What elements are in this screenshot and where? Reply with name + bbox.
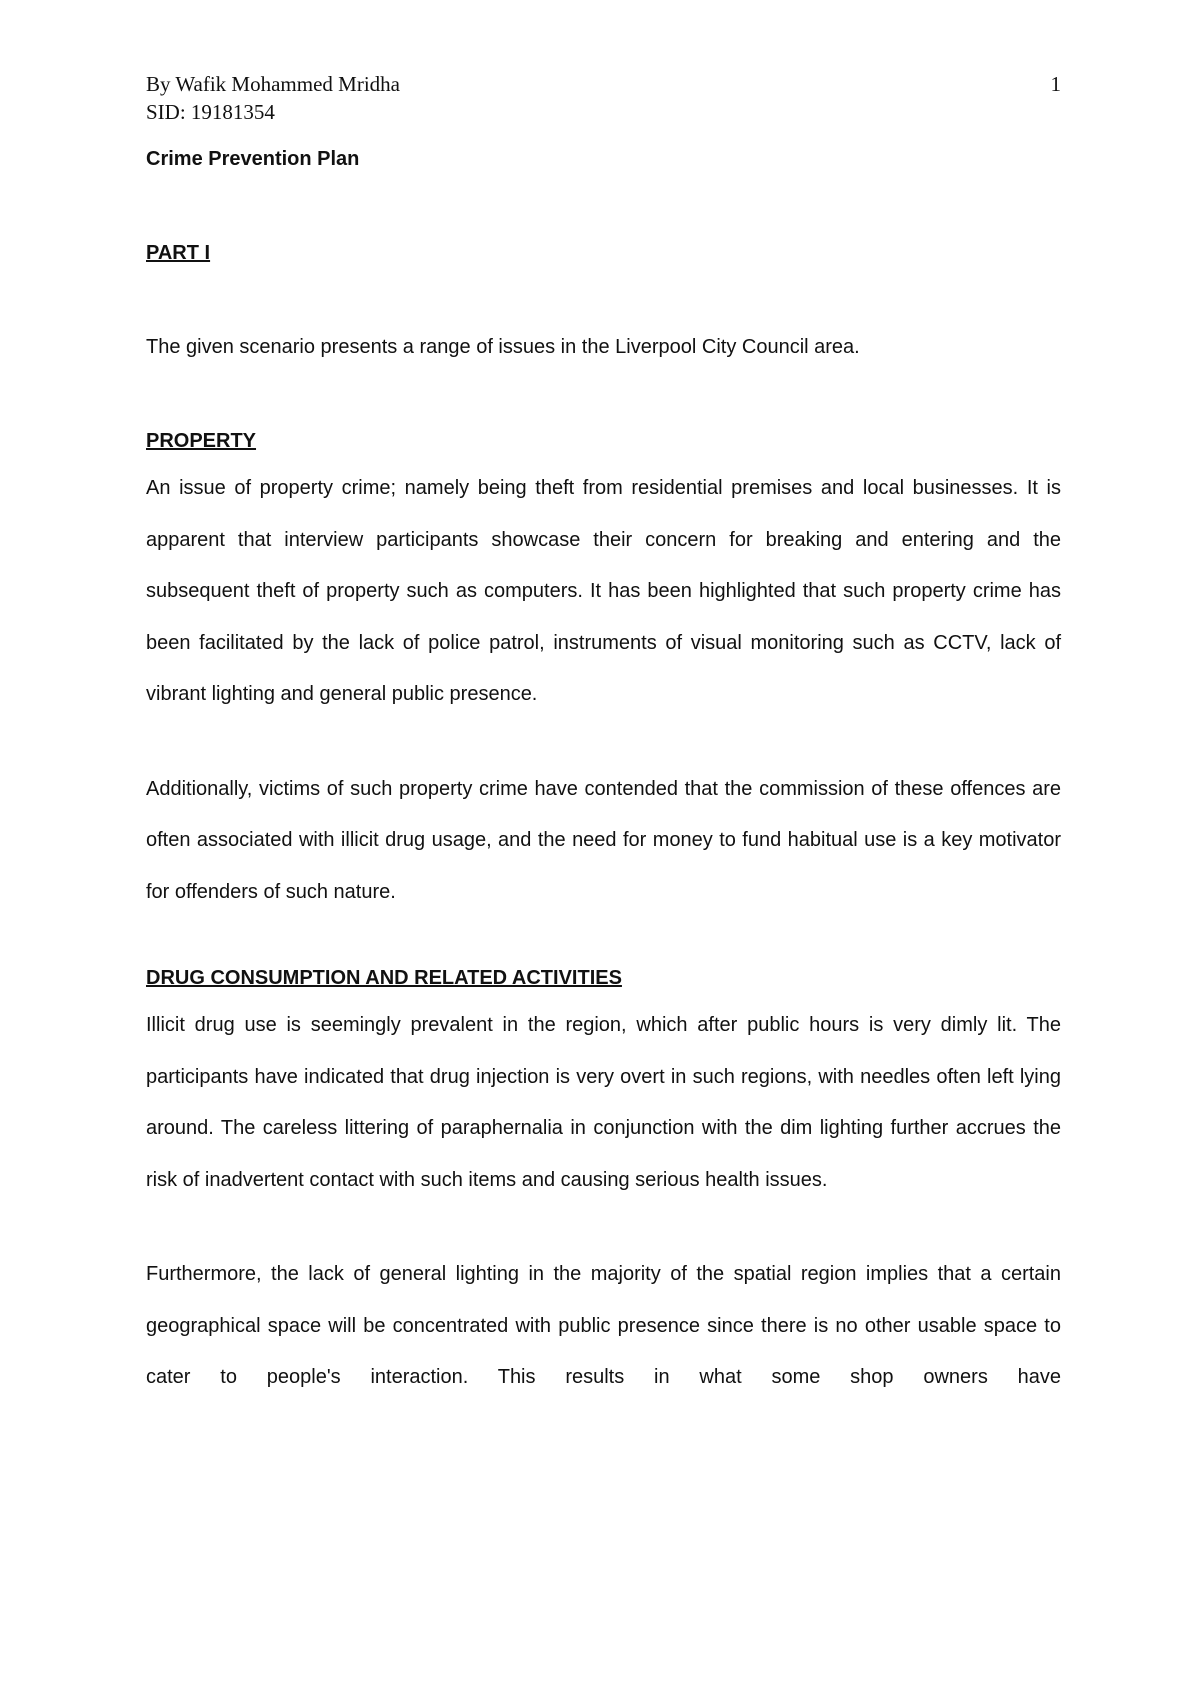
paragraph: Illicit drug use is seemingly prevalent in the region, which after public hours is very dimly lit. The participants have indicated that drug injection is very overt in such regions, with needles often left lying around. The careless littering of paraphernalia in conjunction with the dim lighting further accrues the risk of inadvertent contact with such items and causing serious health issues. [146,1014,1061,1191]
paragraph: Additionally, victims of such property crime have contended that the commission of these offences are often associated with illicit drug usage, and the need for money to fund habitual use is a key motivator for offenders of such nature. [146,777,1061,903]
part-heading: PART I [146,242,211,264]
paragraph: Furthermore, the lack of general lighting in the majority of the spatial region implies that a certain geographical space will be concentrated with public presence since there is no other usable space to cater to people's interaction. This results in what some shop owners have [146,1263,1061,1388]
paragraph: An issue of property crime; namely being theft from residential premises and local businesses. It is apparent that interview participants showcase their concern for breaking and entering and the subsequent theft of property such as computers. It has been highlighted that such property crime has been facilitated by the lack of police patrol, instruments of visual monitoring such as CCTV, lack of vibrant lighting and general public presence. [146,477,1061,705]
document-title: Crime Prevention Plan [146,148,360,170]
section-heading-drug-consumption: DRUG CONSUMPTION AND RELATED ACTIVITIES [146,967,622,989]
section-heading-property: PROPERTY [146,430,257,452]
sid-line: SID: 19181354 [146,100,275,124]
page-header [146,70,1061,126]
document-body [146,142,1061,1404]
intro-paragraph: The given scenario presents a range of issues in the Liverpool City Council area. [146,336,860,358]
page-number: 1 [1050,72,1061,96]
author-line: By Wafik Mohammed Mridha [146,72,400,96]
